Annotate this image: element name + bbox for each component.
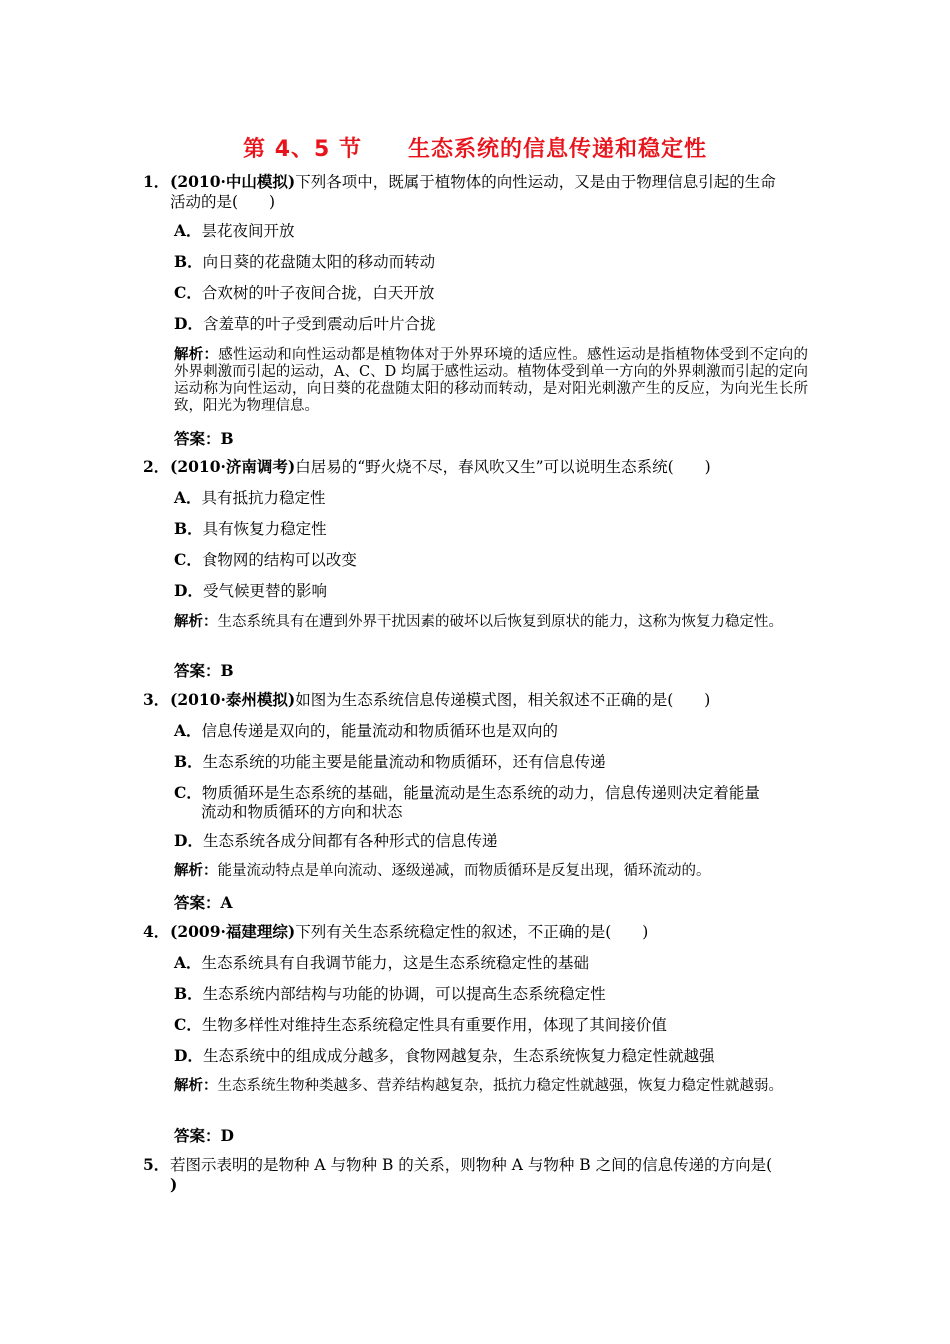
option-a: A．昙花夜间开放 — [174, 221, 295, 240]
option-c: C．合欢树的叶子夜间合拢，白天开放 — [174, 283, 435, 302]
question-text-continued: 活动的是( ) — [170, 193, 276, 211]
question-text: 下列各项中，既属于植物体的向性运动，又是由于物理信息引起的生命 — [295, 173, 776, 191]
answer: 答案：A — [174, 893, 233, 912]
option-d: D．生态系统各成分间都有各种形式的信息传递 — [174, 831, 498, 850]
explanation: 解析：生态系统生物种类越多、营养结构越复杂，抵抗力稳定性就越强，恢复力稳定性就越弱。 — [174, 1077, 783, 1094]
question-3: 3．(2010·泰州模拟)如图为生态系统信息传递模式图，相关叙述不正确的是( ) — [143, 690, 711, 709]
option-d: D．含羞草的叶子受到震动后叶片合拢 — [174, 314, 436, 333]
page-title: 第 4、5 节 生态系统的信息传递和稳定性 — [243, 137, 707, 162]
question-number: 1． — [143, 172, 170, 191]
question-1 — [143, 172, 808, 212]
option-c: C．物质循环是生态系统的基础，能量流动是生态系统的动力，信息传递则决定着能量 流动和物质循环的方向和状态 — [174, 783, 760, 821]
question-4: 4．(2009·福建理综)下列有关生态系统稳定性的叙述，不正确的是( ) — [143, 922, 649, 941]
option-b: B．生态系统内部结构与功能的协调，可以提高生态系统稳定性 — [174, 984, 606, 1003]
option-a: A．信息传递是双向的，能量流动和物质循环也是双向的 — [174, 721, 559, 740]
answer: 答案：B — [174, 661, 234, 680]
option-b: B．向日葵的花盘随太阳的移动而转动 — [174, 252, 436, 271]
option-b: B．生态系统的功能主要是能量流动和物质循环，还有信息传递 — [174, 752, 606, 771]
option-d: D．生态系统中的组成成分越多，食物网越复杂，生态系统恢复力稳定性就越强 — [174, 1046, 715, 1065]
question-2: 2．(2010·济南调考)白居易的“野火烧不尽，春风吹又生”可以说明生态系统( ) — [143, 457, 711, 476]
explanation: 解析：生态系统具有在遭到外界干扰因素的破坏以后恢复到原状的能力，这称为恢复力稳定性。 — [174, 613, 783, 630]
explanation: 解析：能量流动特点是单向流动、逐级递减，而物质循环是反复出现，循环流动的。 — [174, 862, 711, 879]
option-a: A．具有抵抗力稳定性 — [174, 488, 326, 507]
question-5: 5．若图示表明的是物种 A 与物种 B 的关系，则物种 A 与物种 B 之间的信息传递的方向是( ) — [143, 1155, 773, 1194]
option-d: D．受气候更替的影响 — [174, 581, 327, 600]
option-b: B．具有恢复力稳定性 — [174, 519, 327, 538]
answer: 答案：B — [174, 429, 234, 448]
question-source: (2010·中山模拟) — [170, 172, 296, 191]
option-c: C．生物多样性对维持生态系统稳定性具有重要作用，体现了其间接价值 — [174, 1015, 667, 1034]
option-c: C．食物网的结构可以改变 — [174, 550, 357, 569]
answer: 答案：D — [174, 1126, 234, 1145]
option-a: A．生态系统具有自我调节能力，这是生态系统稳定性的基础 — [174, 953, 590, 972]
explanation: 解析：感性运动和向性运动都是植物体对于外界环境的适应性。感性运动是指植物体受到不定向的外界刺激而引起的运动，A、C、D 均属于感性运动。植物体受到单一方向的外界刺激而引起的定向运动称为向性运动，向日葵的花盘随太阳的移动而转动，是对阳光刺激产生的反应，为向光生长所致，阳光为物理信息。 — [174, 346, 808, 414]
